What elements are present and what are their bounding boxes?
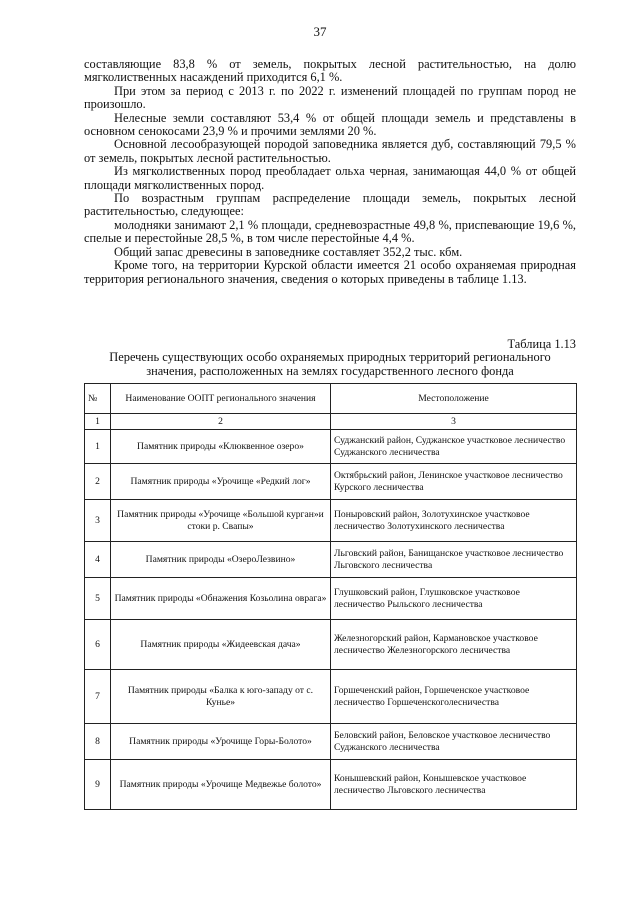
page-number: 37 (313, 24, 327, 39)
paragraph: Основной лесообразующей породой заповедника является дуб, составляющий 79,5 % от земель, покрытых лесной растительностью. (84, 137, 576, 165)
row-name: Памятник природы «Урочище Медвежье болото» (111, 760, 331, 810)
row-number: 4 (85, 542, 111, 578)
header-name: Наименование ООПТ регионального значения (111, 384, 331, 414)
row-number: 6 (85, 620, 111, 670)
paragraph: молодняки занимают 2,1 % площади, средневозрастные 49,8 %, приспевающие 19,6 %, спелые и перестойные 28,5 %, в том числе перестойные 4,4 %. (84, 217, 576, 246)
table-row (85, 620, 577, 670)
table-header-row (85, 384, 577, 414)
header-number: № (85, 384, 111, 414)
paragraph: Общий запас древесины в заповеднике составляет 352,2 тыс. кбм. (114, 244, 463, 259)
row-location: Горшеченский район, Горшеченское участковое лесничество Горшеченскоголесничества (331, 670, 577, 724)
row-name: Памятник природы «ОзероЛезвино» (111, 542, 331, 578)
row-number: 8 (85, 724, 111, 760)
table-title: Перечень существующих особо охраняемых природных территорий регионального значения, расположенных на землях государственного лесного фонда (109, 350, 551, 378)
paragraph: составляющие 83,8 % от земель, покрытых лесной растительностью, на долю мягколиственных насаждений приходится 6,1 %. (84, 57, 576, 85)
table-caption: Таблица 1.13 (507, 337, 576, 351)
row-location: Глушковский район, Глушковское участковое лесничество Рыльского лесничества (331, 578, 577, 620)
body-text (84, 58, 576, 286)
row-location: Суджанский район, Суджанское участковое лесничество Суджанского лесничества (331, 430, 577, 464)
row-number: 7 (85, 670, 111, 724)
row-number: 5 (85, 578, 111, 620)
index-cell: 2 (111, 414, 331, 430)
row-number: 2 (85, 464, 111, 500)
index-cell: 3 (331, 414, 577, 430)
table-row (85, 724, 577, 760)
row-location: Конышевский район, Конышевское участковое лесничество Льговского лесничества (331, 760, 577, 810)
table-index-row (85, 414, 577, 430)
row-name: Памятник природы «Жидеевская дача» (111, 620, 331, 670)
table-row (85, 464, 577, 500)
header-location: Местоположение (331, 384, 577, 414)
row-number: 3 (85, 500, 111, 542)
row-name: Памятник природы «Балка к юго-западу от с. Кунье» (111, 670, 331, 724)
table-row (85, 430, 577, 464)
row-location: Поныровский район, Золотухинское участковое лесничество Золотухинского лесничества (331, 500, 577, 542)
paragraph: Из мягколиственных пород преобладает ольха черная, занимающая 44,0 % от общей площади мягколиственных пород. (84, 164, 576, 192)
protected-areas-table (84, 383, 577, 810)
table-row (85, 760, 577, 810)
row-name: Памятник природы «Урочище «Редкий лог» (111, 464, 331, 500)
row-location: Железногорский район, Кармановское участковое лесничество Железногорского лесничества (331, 620, 577, 670)
table-row (85, 578, 577, 620)
table-row (85, 670, 577, 724)
index-cell: 1 (85, 414, 111, 430)
row-name: Памятник природы «Обнажения Козьолина оврага» (111, 578, 331, 620)
paragraph: При этом за период с 2013 г. по 2022 г. изменений площадей по группам пород не произошло. (84, 83, 576, 112)
paragraph: Нелесные земли составляют 53,4 % от общей площади земель и представлены в основном сенокосами 23,9 % и прочими землями 20 %. (84, 110, 576, 139)
table-row (85, 500, 577, 542)
row-name: Памятник природы «Урочище «Большой курган»и стоки р. Свапы» (111, 500, 331, 542)
paragraph: По возрастным группам распределение площади земель, покрытых лесной растительностью, следующее: (84, 191, 576, 219)
row-name: Памятник природы «Клюквенное озеро» (111, 430, 331, 464)
row-number: 9 (85, 760, 111, 810)
table-row (85, 542, 577, 578)
row-location: Беловский район, Беловское участковое лесничество Суджанского лесничества (331, 724, 577, 760)
row-location: Октябрьский район, Ленинское участковое лесничество Курского лесничества (331, 464, 577, 500)
row-location: Льговский район, Банищанское участковое лесничество Льговского лесничества (331, 542, 577, 578)
row-name: Памятник природы «Урочище Горы-Болото» (111, 724, 331, 760)
paragraph: Кроме того, на территории Курской области имеется 21 особо охраняемая природная территория регионального значения, сведения о которых приведены в таблице 1.13. (84, 258, 576, 286)
row-number: 1 (85, 430, 111, 464)
